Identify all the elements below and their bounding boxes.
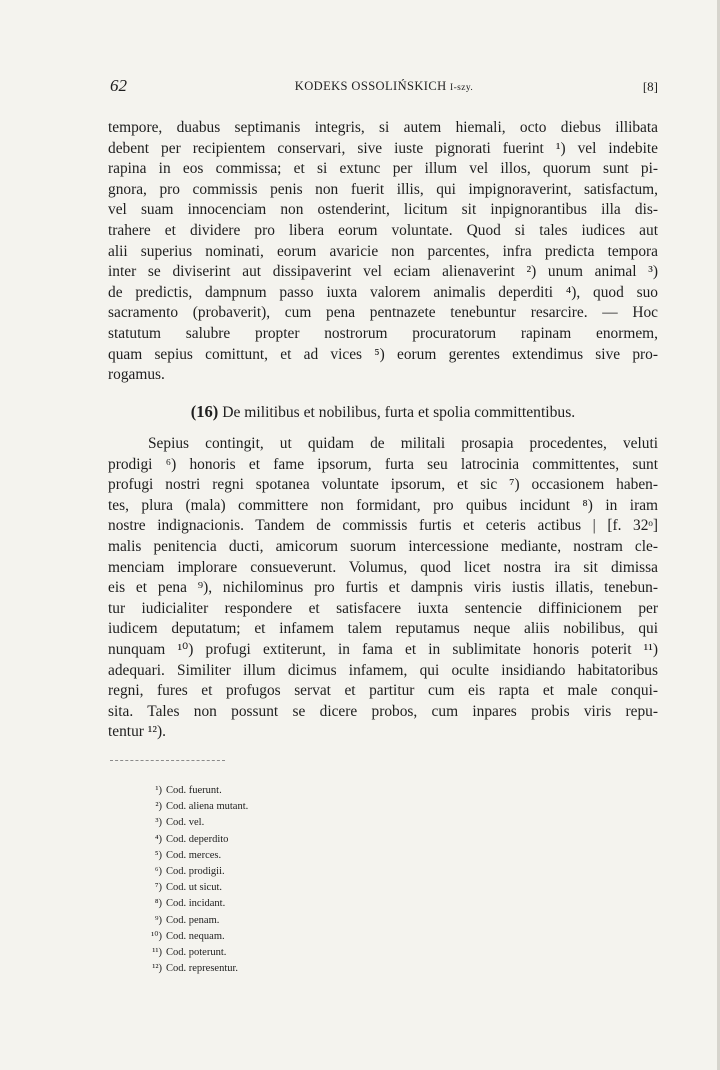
footnote: [140, 961, 400, 977]
footnote-number: ⁴): [154, 833, 162, 845]
text-line: profugi nostri regni spotanea voluntate ipsorum, et sic ⁷) occasionem haben-: [108, 476, 658, 494]
text-line: debent per recipientem conservari, sive iuste pignorati fuerint ¹) vel indebite: [108, 139, 658, 157]
footnote-text: Cod. prodigii.: [166, 866, 225, 878]
text-line: regni, fures et profugos servat et partitur cum eis rapta et male conqui-: [108, 682, 658, 700]
footnote: [140, 832, 400, 848]
text-line: prodigi ⁶) honoris et fame ipsorum, furta seu latrocinia committentes, sunt: [108, 455, 658, 473]
footnote: [140, 799, 400, 815]
footnote: [140, 815, 400, 831]
footnote-text: Cod. fuerunt.: [166, 785, 222, 796]
text-line: quam sepius comittunt, et ad vices ⁵) eorum gerentes extendimus sive pro-: [108, 345, 658, 363]
footnote-number: ¹): [155, 785, 162, 796]
footnote: [140, 913, 400, 929]
footnote-text: Cod. ut sicut.: [166, 882, 223, 894]
body-text-top: [108, 118, 658, 386]
running-title-small: I-szy.: [450, 83, 474, 93]
text-line: menciam implorare consueverunt. Volumus, quod licet nostra ira sit dimissa: [108, 558, 658, 576]
footnote-number: ⁹): [154, 914, 162, 926]
text-line: adequari. Similiter illum dicimus infamem, qui oculte insidiando habitatoribus: [108, 661, 658, 679]
text-line: tentur ¹²).: [108, 723, 166, 741]
footnote-number: ⁶): [154, 866, 162, 878]
running-title-main: KODEKS OSSOLIŃSKICH: [294, 79, 451, 93]
footnote-text: Cod. aliena mutant.: [166, 801, 249, 813]
footnote-separator: [110, 760, 225, 761]
text-line: tes, plura (mala) committere non formidant, pro quibus incidunt ⁸) in iram: [108, 496, 658, 514]
text-line: nostre indignacionis. Tandem de commissis furtis et ceteris actibus | [f. 32ᵒ]: [108, 517, 658, 535]
footnote-text: Cod. vel.: [166, 817, 205, 829]
text-line: alii superius nominati, eorum avaricie non parcentes, infra predicta tempora: [108, 242, 658, 260]
text-line: gnora, pro commissis penis non fuerit illis, qui impignoraverint, satisfactum,: [108, 180, 658, 198]
text-line: trahere et dividere pro libera eorum voluntate. Quod si tales iudices aut: [108, 221, 658, 239]
page-header: [110, 76, 658, 98]
section-heading: [108, 402, 658, 424]
text-line: tur iudicialiter respondere et satisfacere iuxta sentencie diffinicionem per: [108, 599, 658, 617]
footnote-number: ²): [155, 801, 162, 813]
footnote-number: ⁵): [154, 849, 162, 861]
text-line: eis et pena ⁹), nichilominus pro furtis et dampnis viris iustis illatis, tenebun-: [108, 579, 658, 597]
footnote-text: Cod. incidant.: [166, 898, 226, 910]
leaf-reference: [8]: [642, 79, 658, 94]
text-line: nunquam ¹⁰) profugi extiterunt, in fama et in sublimitate honoris poterit ¹¹): [108, 640, 658, 658]
footnote-text: Cod. nequam.: [166, 930, 225, 942]
section-title: De militibus et nobilibus, furta et spolia committentibus.: [218, 404, 576, 421]
footnote-text: Cod. deperdito: [166, 833, 229, 845]
footnote-text: Cod. penam.: [166, 914, 220, 926]
text-line: rogamus.: [108, 366, 165, 384]
footnote-number: ¹⁰): [151, 930, 162, 942]
footnote-number: ¹²): [152, 963, 162, 975]
text-line: iudicem deputatum; et infamem talem reputamus neque aliis nobilibus, qui: [108, 620, 658, 638]
text-line: rapina in eos commissa; et si extunc per illum vel illos, quorum sunt pi-: [108, 160, 658, 178]
page-number: 62: [110, 76, 127, 95]
footnote-number: ⁸): [154, 898, 162, 910]
footnote: [140, 880, 400, 896]
footnote-number: ³): [155, 817, 162, 829]
footnote: [140, 896, 400, 912]
running-title: [110, 79, 658, 94]
text-line: sita. Tales non possunt se dicere probos, cum inpares probis viris repu-: [108, 702, 658, 720]
text-line: de predictis, dampnum passo iuxta valorem animalis deperditi ⁴), quod suo: [108, 283, 658, 301]
text-line: tempore, duabus septimanis integris, si autem hiemali, octo diebus illibata: [108, 119, 658, 136]
footnote: [140, 848, 400, 864]
footnote-number: ⁷): [154, 882, 162, 894]
text-line: Sepius contingit, ut quidam de militali prosapia procedentes, veluti: [148, 435, 658, 452]
footnote: [140, 929, 400, 945]
text-line: sacramento (probaverit), cum pena pentnazete tenebuntur resarcire. — Hoc: [108, 304, 658, 322]
footnote: [140, 864, 400, 880]
footnote-text: Cod. merces.: [166, 849, 222, 861]
section-number: (16): [190, 402, 219, 421]
text-line: inter se diviserint aut dissipaverint vel eciam alienaverint ²) unum animal ³): [108, 263, 658, 281]
text-line: malis penitencia ducti, amicorum suorum intercessione mediante, nostram cle-: [108, 537, 658, 555]
footnote: [140, 783, 400, 799]
text-line: vel suam innocenciam non ostenderint, licitum sit inpignorantibus illa dis-: [108, 201, 658, 219]
footnote: [140, 945, 400, 961]
text-line: statutum salubre propter nostrorum procuratorum rapinam enormem,: [108, 324, 658, 342]
footnote-text: Cod. poterunt.: [166, 947, 227, 959]
footnote-text: Cod. representur.: [166, 963, 239, 975]
footnote-number: ¹¹): [152, 947, 162, 959]
footnotes: [140, 783, 400, 977]
body-text-bottom: [108, 434, 658, 743]
